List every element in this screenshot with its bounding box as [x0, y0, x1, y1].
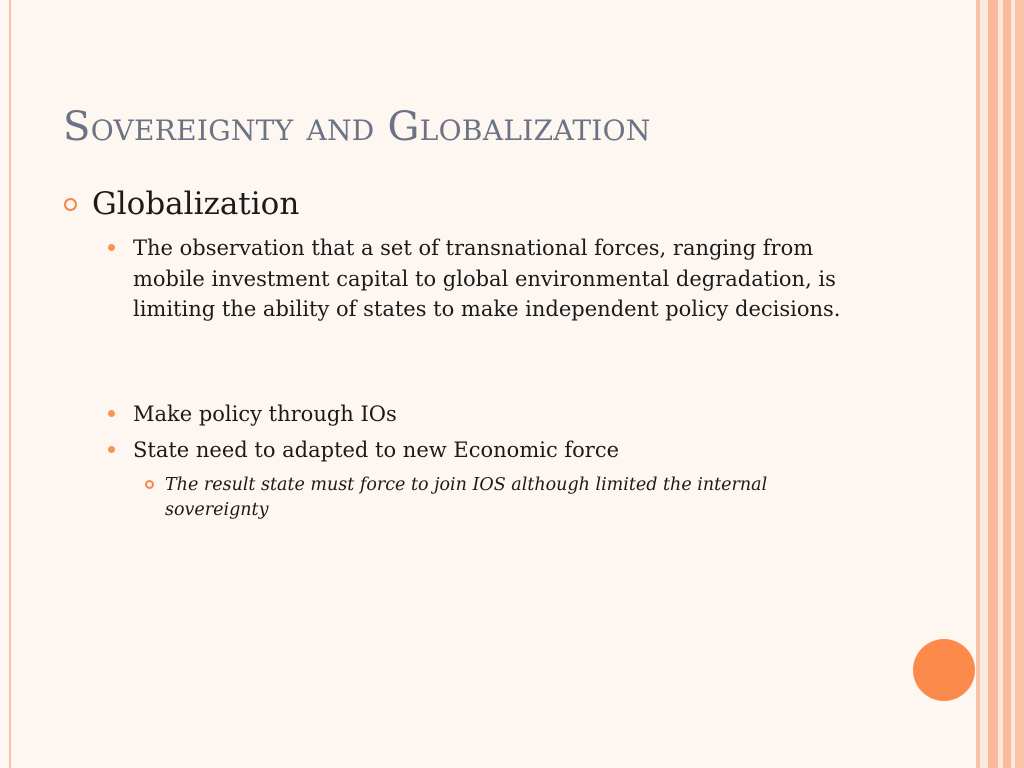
bullet-level3: [145, 473, 855, 523]
bullet-text: Make policy through IOs: [133, 402, 397, 426]
small-ring-bullet-icon: [145, 480, 154, 489]
dot-bullet-icon: [108, 244, 115, 251]
dot-bullet-icon: [108, 446, 115, 453]
ring-bullet-icon: [64, 198, 77, 211]
bullet-level2: [108, 399, 843, 430]
dot-bullet-icon: [108, 410, 115, 417]
bullet-level2: [108, 435, 843, 466]
bullet-level2: [108, 233, 843, 325]
bullet-text: The observation that a set of transnational forces, ranging from mobile investment capital to global environmental degradation, is limiting the ability of states to make independent policy decisions.: [133, 236, 841, 321]
slide-title: Sovereignty and Globalization: [63, 104, 651, 150]
bullet-level1: [64, 186, 299, 222]
bullet-text: The result state must force to join IOS although limited the internal sovereignty: [165, 475, 768, 520]
bullet-text: State need to adapted to new Economic force: [133, 438, 620, 462]
bullet-text: Globalization: [92, 186, 300, 222]
